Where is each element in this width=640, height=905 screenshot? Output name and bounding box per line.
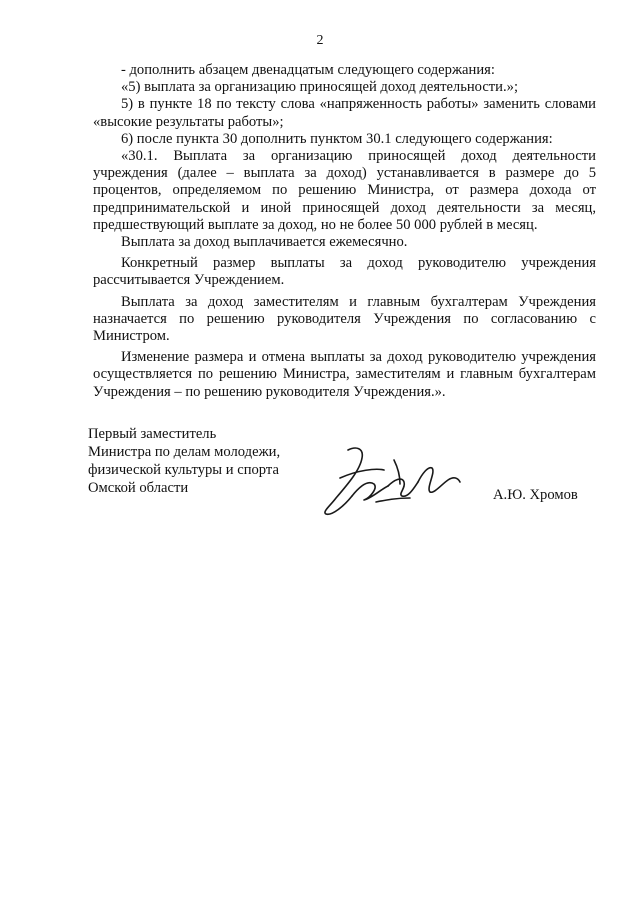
paragraph-point-30-addition: 6) после пункта 30 дополнить пунктом 30.1 следующего содержания: xyxy=(121,130,553,147)
position-line: физической культуры и спорта xyxy=(88,462,279,478)
position-line: Министра по делам молодежи, xyxy=(88,444,281,460)
signatory-position xyxy=(88,425,280,497)
paragraph-director-payment: Конкретный размер выплаты за доход руководителю учреждения рассчитывается Учреждением. xyxy=(93,255,596,289)
paragraph-deputies-payment: Выплата за доход заместителям и главным бухгалтерам Учреждения назначается по решению руководителя Учреждения по согласованию с Министром. xyxy=(93,293,596,345)
position-line: Первый заместитель xyxy=(88,426,217,442)
paragraph-change-cancel: Изменение размера и отмена выплаты за доход руководителю учреждения осуществляется по решению Министра, заместителям и главным бухгалтерам Учреждения – по решению руководителя Учреждения.». xyxy=(93,349,596,400)
paragraph-amendment-intro: - дополнить абзацем двенадцатым следующего содержания: xyxy=(121,62,495,78)
paragraph-point-30-1: «30.1. Выплата за организацию приносящей доход деятельности учреждения (далее – выплата за доход) устанавливается в размере до 5 процентов, определяемом по решению Министра, от размера дохода от предпринимательской и иной приносящей доход деятельности за месяц, предшествующий выплате за доход, но не более 50 000 рублей в месяц. xyxy=(93,148,596,233)
paragraph-payment-item-5: «5) выплата за организацию приносящей доход деятельности.»; xyxy=(121,79,518,96)
signer-name: А.Ю. Хромов xyxy=(493,487,578,503)
handwritten-signature xyxy=(318,440,468,520)
paragraph-monthly-payment: Выплата за доход выплачивается ежемесячно. xyxy=(121,234,408,251)
position-line: Омской области xyxy=(88,480,189,496)
paragraph-point-18-replace: 5) в пункте 18 по тексту слова «напряженность работы» заменить словами «высокие результаты работы»; xyxy=(93,96,596,130)
page-number: 2 xyxy=(316,33,324,48)
document-body xyxy=(93,62,596,401)
